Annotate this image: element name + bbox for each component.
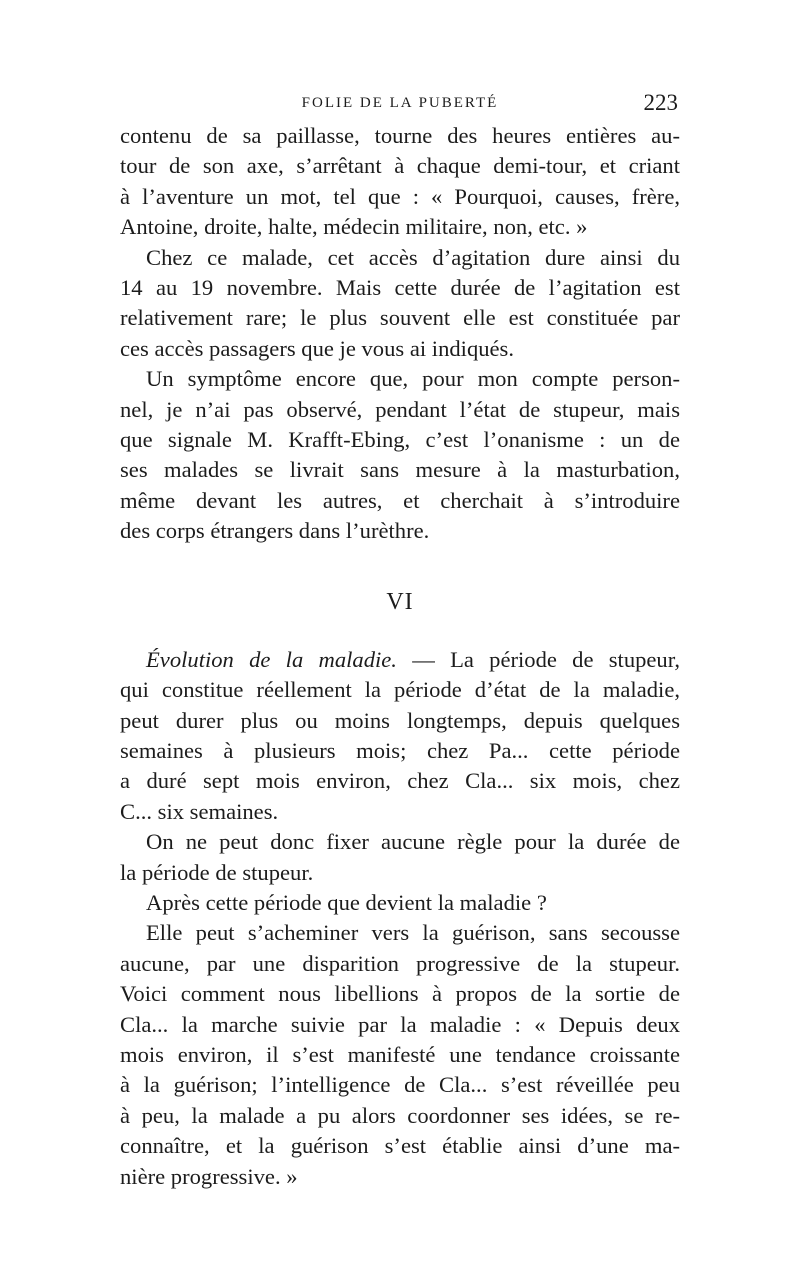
text-line: On ne peut donc fixer aucune règle pour la durée de — [146, 829, 680, 855]
text-line: Cla... la marche suivie par la maladie : « Depuis deux — [120, 1011, 680, 1037]
text-line: Chez ce malade, cet accès d’agitation dure ainsi du — [146, 244, 680, 270]
text-line: Antoine, droite, halte, médecin militaire, non, etc. » — [120, 214, 588, 240]
text-line: nière progressive. » — [120, 1163, 298, 1189]
text-line: tour de son axe, s’arrêtant à chaque demi-tour, et criant — [120, 153, 680, 179]
text-line: ses malades se livrait sans mesure à la masturbation, — [120, 457, 680, 483]
paragraph-4 — [120, 645, 680, 827]
running-title: FOLIE DE LA PUBERTÉ — [301, 95, 499, 111]
text-line: que signale M. Krafft-Ebing, c’est l’onanisme : un de — [120, 427, 680, 453]
paragraph-2 — [120, 243, 680, 365]
text-line: contenu de sa paillasse, tourne des heures entières au- — [120, 123, 680, 148]
text-line: à peu, la malade a pu alors coordonner ses idées, se re- — [120, 1102, 680, 1128]
running-header — [120, 88, 680, 118]
text-line: mois environ, il s’est manifesté une tendance croissante — [120, 1041, 680, 1067]
text-line: a duré sept mois environ, chez Cla... six mois, chez — [120, 768, 680, 794]
text-line: Elle peut s’acheminer vers la guérison, sans secousse — [146, 920, 680, 946]
text-line: Voici comment nous libellions à propos de la sortie de — [120, 981, 680, 1007]
text-line — [120, 645, 680, 675]
text-line: Un symptôme encore que, pour mon compte person- — [146, 366, 680, 392]
paragraph-3 — [120, 364, 680, 546]
text-line: peut durer plus ou moins longtemps, depuis quelques — [120, 707, 680, 733]
text-fragment: — La période de stupeur, — [396, 646, 681, 672]
text-line: nel, je n’ai pas observé, pendant l’état de stupeur, mais — [120, 396, 680, 422]
text-line: la période de stupeur. — [120, 859, 314, 885]
paragraph-6 — [120, 888, 680, 918]
body-text — [120, 121, 680, 1192]
text-line: aucune, par une disparition progressive de la stupeur. — [120, 950, 680, 976]
text-line: semaines à plusieurs mois; chez Pa... cette période — [120, 737, 680, 763]
text-line: connaître, et la guérison s’est établie ainsi d’une ma- — [120, 1133, 680, 1159]
text-line: ces accès passagers que je vous ai indiqués. — [120, 335, 515, 361]
text-line: C... six semaines. — [120, 798, 279, 824]
page-number: 223 — [643, 90, 678, 115]
section-lead: Évolution de la maladie. — [146, 646, 397, 672]
paragraph-7 — [120, 918, 680, 1192]
text-line: qui constitue réellement la période d’état de la maladie, — [120, 677, 680, 703]
text-line: même devant les autres, et cherchait à s’introduire — [120, 487, 680, 513]
text-line: 14 au 19 novembre. Mais cette durée de l’agitation est — [120, 275, 680, 301]
text-line: Après cette période que devient la maladie ? — [146, 889, 547, 915]
text-line: à la guérison; l’intelligence de Cla... s’est réveillée peu — [120, 1072, 680, 1098]
text-line: des corps étrangers dans l’urèthre. — [120, 518, 430, 544]
text-line: à l’aventure un mot, tel que : « Pourquoi, causes, frère, — [120, 183, 680, 209]
paragraph-5 — [120, 827, 680, 888]
paragraph-1 — [120, 121, 680, 243]
section-heading: VI — [386, 588, 414, 615]
text-line: relativement rare; le plus souvent elle est constituée par — [120, 305, 680, 331]
